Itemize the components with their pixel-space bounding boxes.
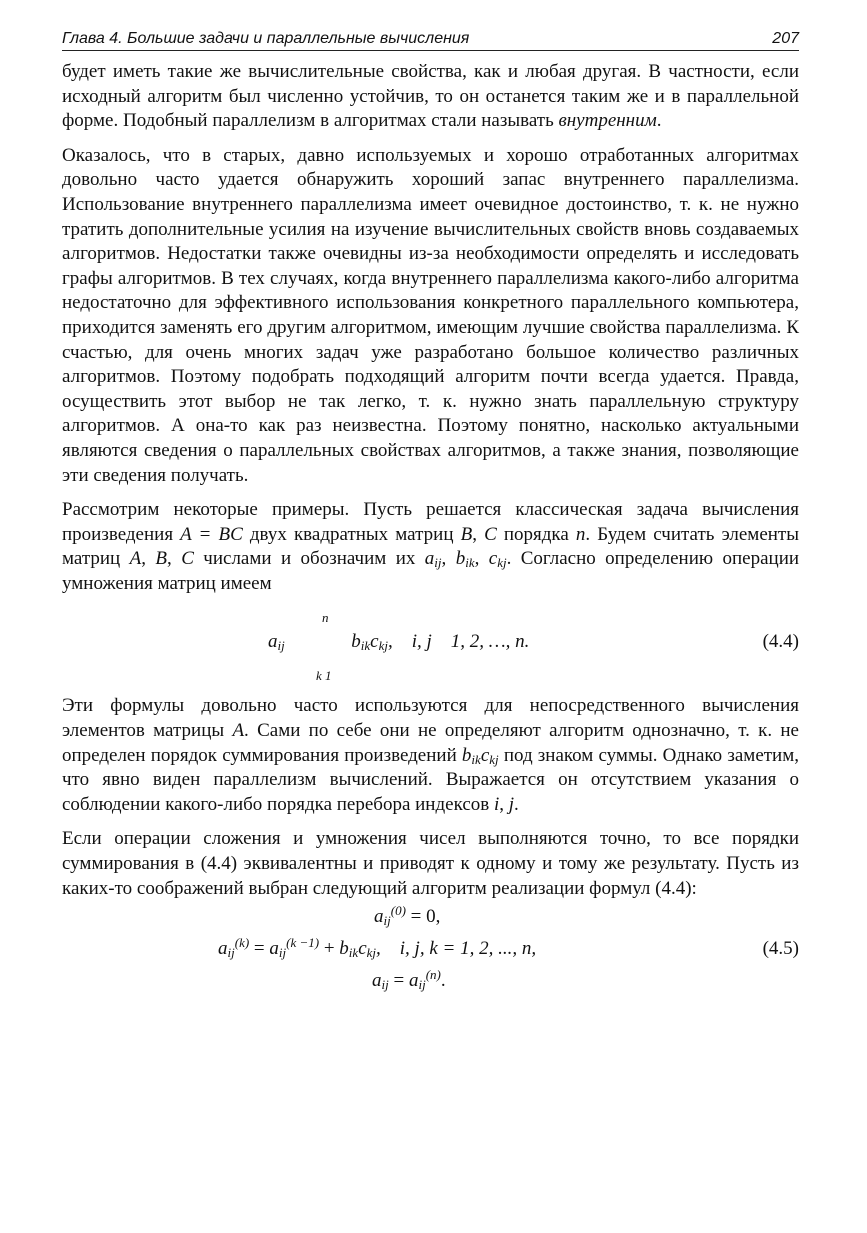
page: [62, 30, 799, 1001]
equation-4-5-line-3: $a_{ij} = a_{ij}^{(n)}$.: [372, 967, 446, 993]
body-text: [62, 60, 799, 1001]
page-number: 207: [772, 30, 799, 47]
equation-4-5-line-1: $a_{ij}^{(0)} = 0$,: [374, 903, 441, 929]
sum-upper-limit: n: [322, 610, 329, 626]
paragraph-3: Рассмотрим некоторые примеры. Пусть решается классическая задача вычисления произведения A = BC двух квадратных матриц B, C порядка n. Будем считать элементы матриц A, B, C числами и обозначим их $a_{ij}$, $b_{ik}$, $c_{kj}$. Согласно определению операции умножения матриц имеем: [62, 499, 800, 594]
equation-number-4-5: (4.5): [762, 938, 799, 960]
equation-4-5-line-2: $a_{ij}^{(k)} = a_{ij}^{(k -1)} + b_{ik}c_{kj}$, i, j, k = 1, 2, ..., n,: [218, 935, 537, 961]
emphasis-internal: внутренним: [558, 110, 657, 132]
equation-4-5: [62, 901, 799, 1001]
paragraph-1: будет иметь такие же вычислительные свойства, как и любая другая. В частности, если исходный алгоритм был численно устойчив, то он останется таким же и в параллельной форме. Подобный параллелизм в алгоритмах стали называть внутренним.: [62, 61, 799, 132]
chapter-title: Глава 4. Большие задачи и параллельные вычисления: [62, 30, 470, 47]
paragraph-4: Эти формулы довольно часто используются для непосредственного вычисления элементов матрицы A. Сами по себе они не определяют алгоритм однозначно, т. к. не определен порядок суммирования произведений $b_{ik}c_{kj}$ под знаком суммы. Однако заметим, что явно виден параллелизм вычислений. Выражается он отсутствием указания о соблюдении какого-либо порядка перебора индексов i, j.: [62, 695, 799, 815]
equation-number-4-4: (4.4): [762, 631, 799, 653]
paragraph-2: Оказалось, что в старых, давно используемых и хорошо отработанных алгоритмах довольно часто удается обнаружить хороший запас внутреннего параллелизма. Использование внутреннего параллелизма имеет очевидное достоинство, т. к. не нужно тратить дополнительные усилия на изучение вычислительных свойств вновь создаваемых алгоритмов. Недостатки также очевидны из-за необходимости определять и исследовать графы алгоритмов. В тех случаях, когда внутреннего параллелизма какого-либо алгоритма недостаточно для эффективного использования конкретного параллельного компьютера, приходится заменять его другим алгоритмом, имеющим лучшие свойства параллелизма. К счастью, для очень многих задач уже разработано большое количество различных алгоритмов. Поэтому подобрать подходящий алгоритм почти всегда удается. Правда, осуществить этот выбор не так легко, т. к. нужно знать параллельную структуру алгоритмов. А она-то как раз неизвестна. Поэтому понятно, насколько актуальными являются сведения о параллельных свойствах алгоритмов, а также знания, позволяющие эти сведения получать.: [62, 144, 799, 486]
equation-4-4: [62, 606, 799, 686]
running-header: [62, 30, 799, 51]
sum-lower-limit: k 1: [316, 668, 332, 684]
equation-4-4-body: $a_{ij}$ $b_{ik}c_{kj}$, i, j 1, 2, …, n.: [268, 631, 530, 654]
paragraph-5: Если операции сложения и умножения чисел выполняются точно, то все порядки суммирования в (4.4) эквивалентны и приводят к одному и тому же результату. Пусть из каких-то соображений выбран следующий алгоритм реализации формул (4.4):: [62, 828, 799, 899]
